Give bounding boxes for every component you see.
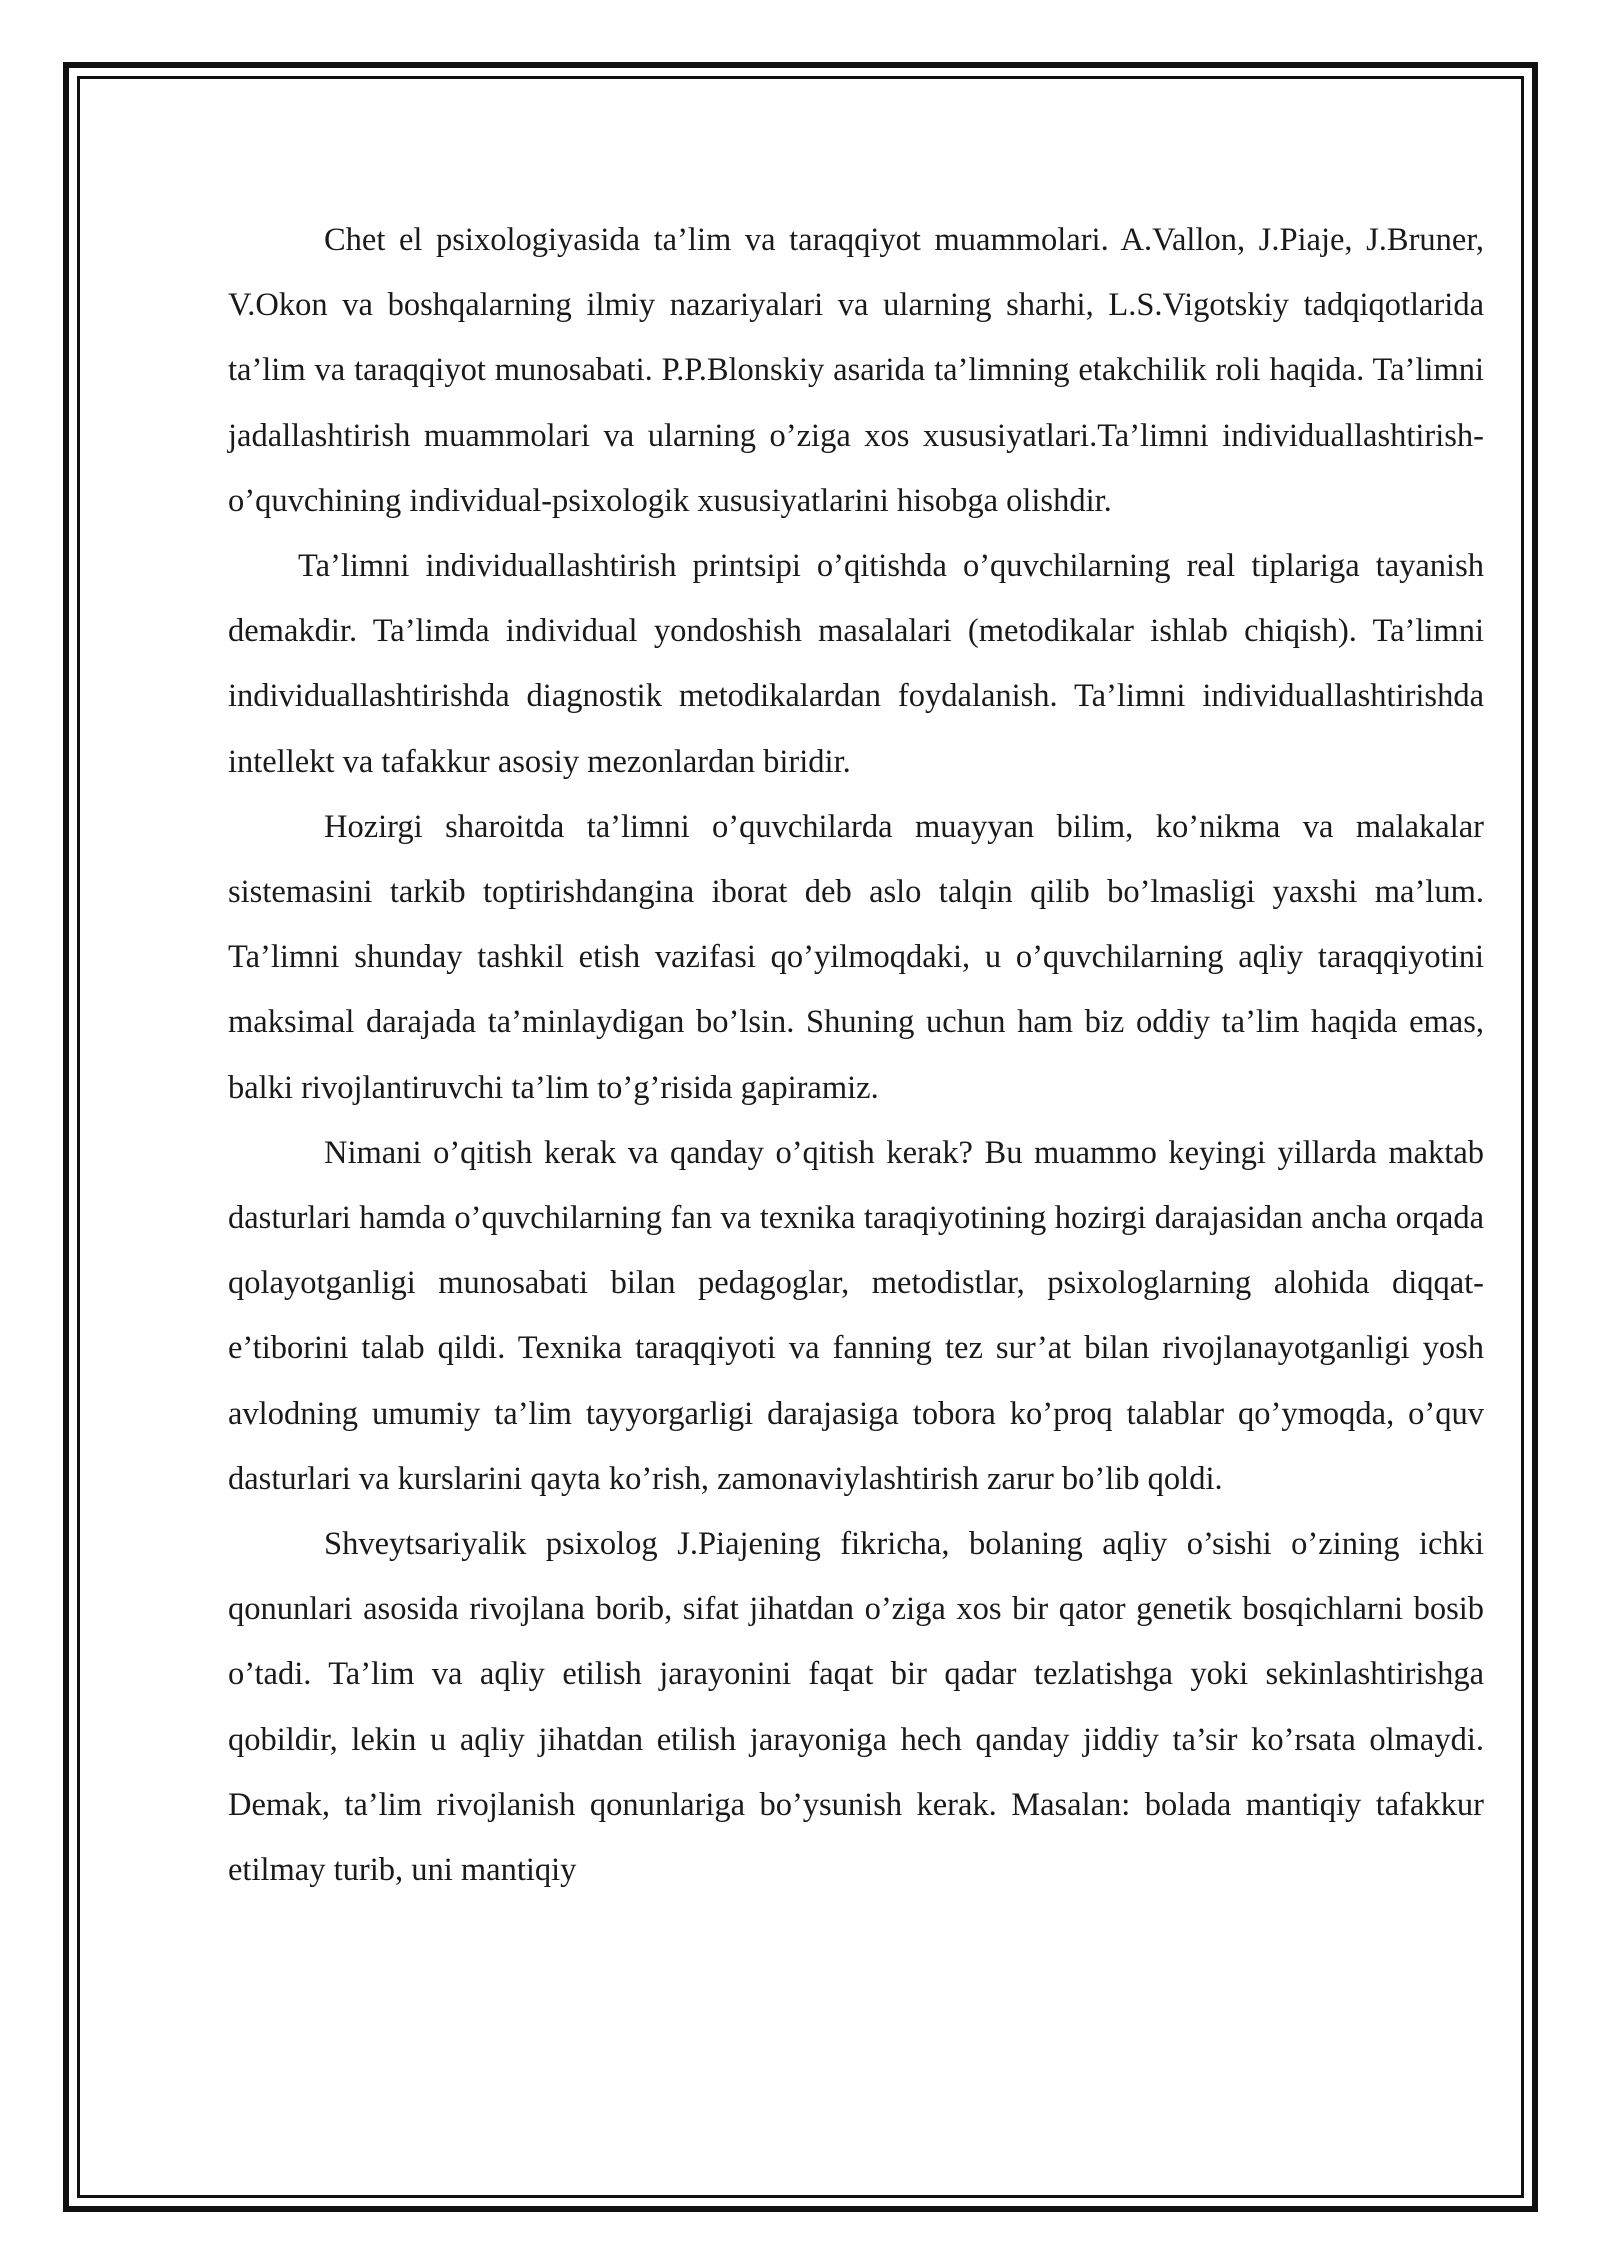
paragraph-3: Hozirgi sharoitda ta’limni o’quvchilarda muayyan bilim, ko’nikma va malakalar sistemasini tarkib toptirishdangina iborat deb aslo talqin qilib bo’lmasligi yaxshi ma’lum. Ta’limni shunday tashkil etish vazifasi qo’yilmoqdaki, u o’quvchilarning aqliy taraqqiyotini maksimal darajada ta’minlaydigan bo’lsin. Shuning uchun ham biz oddiy ta’lim haqida emas, balki rivojlantiruvchi ta’lim to’g’risida gapiramiz.: [228, 808, 1484, 1106]
paragraph-4: Nimani o’qitish kerak va qanday o’qitish kerak? Bu muammo keyingi yillarda maktab dasturlari hamda o’quvchilarning fan va texnika taraqiyotining hozirgi darajasidan ancha orqada qolayotganligi munosabati bilan pedagoglar, metodistlar, psixologlarning alohida diqqat-e’tiborini talab qildi. Texnika taraqqiyoti va fanning tez sur’at bilan rivojlanayotganligi yosh avlodning umumiy ta’lim tayyorgarligi darajasiga tobora ko’proq talablar qo’ymoqda, o’quv dasturlari va kurslarini qayta ko’rish, zamonaviylashtirish zarur bo’lib qoldi.: [228, 1134, 1484, 1497]
paragraph-2: Ta’limni individuallashtirish printsipi o’qitishda o’quvchilarning real tiplariga tayanish demakdir. Ta’limda individual yondoshish masalalari (metodikalar ishlab chiqish). Ta’limni individuallashtirishda diagnostik metodikalardan foydalanish. Ta’limni individuallashtirishda intellekt va tafakkur asosiy mezonlardan biridir.: [228, 548, 1484, 780]
paragraph-1: Chet el psixologiyasida ta’lim va taraqqiyot muammolari. A.Vallon, J.Piaje, J.Bruner, V.Okon va boshqalarning ilmiy nazariyalari va ularning sharhi, L.S.Vigotskiy tadqiqotlarida ta’lim va taraqqiyot munosabati. P.P.Blonskiy asarida ta’limning etakchilik roli haqida. Ta’limni jadallashtirish muammolari va ularning o’ziga xos xususiyatlari.Ta’limni individuallashtirish-o’quvchining individual-psixologik xususiyatlarini hisobga olishdir.: [228, 222, 1484, 519]
paragraph-5: Shveytsariyalik psixolog J.Piajening fikricha, bolaning aqliy o’sishi o’zining ichki qonunlari asosida rivojlana borib, sifat jihatdan o’ziga xos bir qator genetik bosqichlarni bosib o’tadi. Ta’lim va aqliy etilish jarayonini faqat bir qadar tezlatishga yoki sekinlashtirishga qobildir, lekin u aqliy jihatdan etilish jarayoniga hech qanday jiddiy ta’sir ko’rsata olmaydi. Demak, ta’lim rivojlanish qonunlariga bo’ysunish kerak. Masalan: bolada mantiqiy tafakkur etilmay turib, uni mantiqiy: [228, 1526, 1484, 1889]
document-body: [228, 208, 1484, 1903]
